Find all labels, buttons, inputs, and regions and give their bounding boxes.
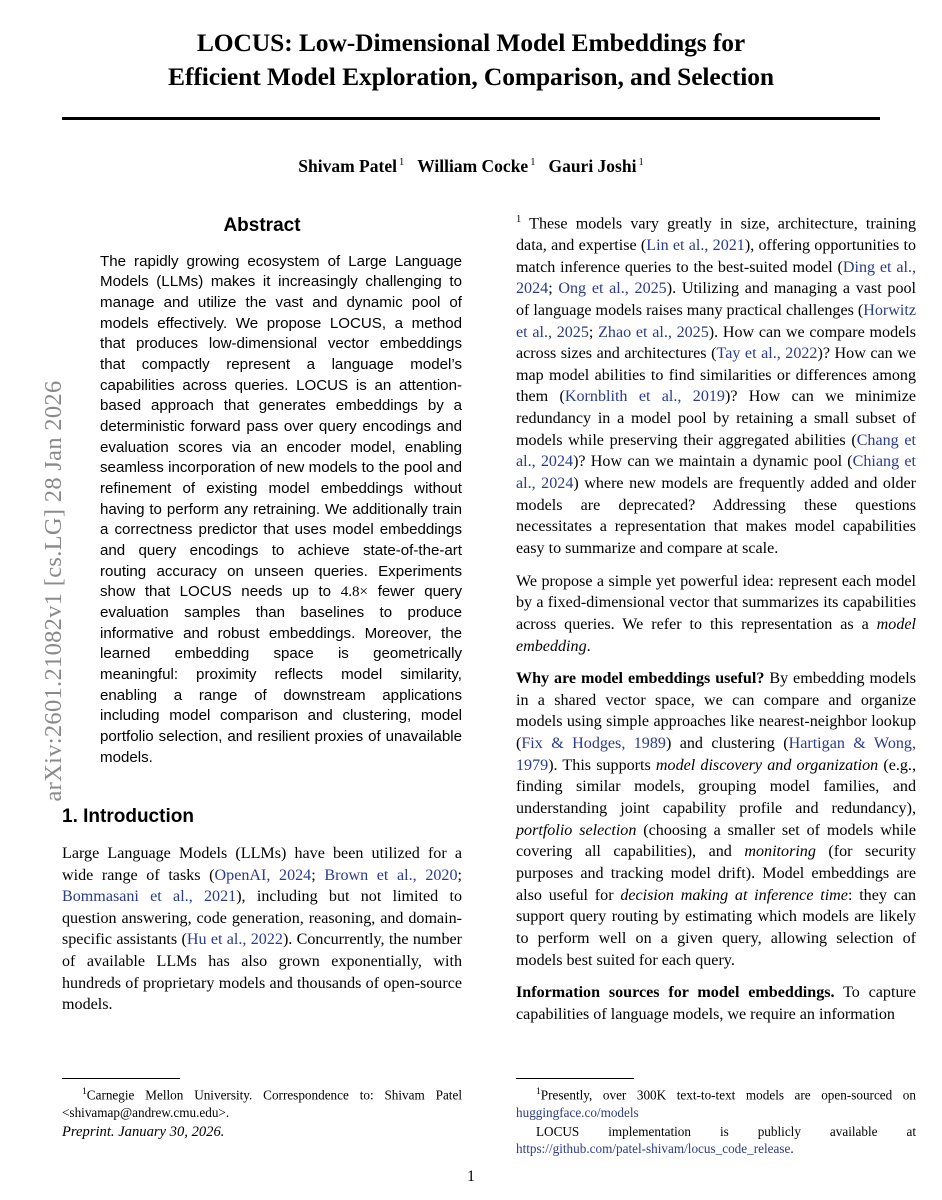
footnote-right-code-release xyxy=(516,1123,916,1158)
citation-ong-2025[interactable]: Ong et al., 2025 xyxy=(558,280,667,298)
author-1-name: Shivam Patel xyxy=(298,156,397,176)
abstract-text-part-2: fewer query evaluation samples than baselines to produce informative and robust embeddings. Moreover, the learned embedding space is geometrically meaningful: proximity reflects model similarity, enabling a range of downstream applications including model comparison and clustering, model portfolio selection, and resilient proxies of unavailable models. xyxy=(100,583,462,766)
link-huggingface-models[interactable]: huggingface.co/models xyxy=(516,1105,639,1121)
page-number: 1 xyxy=(467,1168,475,1185)
intro-text: ) and clustering ( xyxy=(665,735,789,753)
emphasis-model-embedding: model embedding xyxy=(516,615,916,655)
intro-text: ) where new models are frequently added and older models are deprecated? Addressing these questions necessitates a representation that makes model capabilities easy to summarize and compare at scale. xyxy=(516,475,916,557)
title-block xyxy=(62,26,880,93)
arxiv-stamp: arXiv:2601.21082v1 [cs.LG] 28 Jan 2026 xyxy=(40,380,67,802)
author-2-affiliation-mark: 1 xyxy=(530,157,536,169)
intro-text: ; xyxy=(588,323,599,341)
intro-paragraph-2 xyxy=(516,571,916,658)
footnote-right-sentence-3: . xyxy=(790,1141,794,1157)
intro-paragraph-1-left xyxy=(62,843,462,1016)
footnote-right-text xyxy=(516,1086,916,1121)
citation-chang-2024[interactable]: Chang et al., 2024 xyxy=(516,431,917,471)
runin-heading-why-useful: Why are model embeddings useful? xyxy=(516,670,765,688)
author-3 xyxy=(548,156,643,176)
intro-text: (choosing a smaller set of models while covering all capabilities), and xyxy=(516,821,916,861)
citation-hartigan-wong-1979[interactable]: Hartigan & Wong, 1979 xyxy=(516,735,916,774)
citation-tay-2022[interactable]: Tay et al., 2022 xyxy=(716,345,818,363)
abstract-text xyxy=(100,252,462,769)
title-line-2: Efficient Model Exploration, Comparison, and Selection xyxy=(168,61,774,91)
citation-openai-2024[interactable]: OpenAI, 2024 xyxy=(214,866,312,884)
abstract-heading: Abstract xyxy=(223,215,301,236)
emphasis-model-discovery: model discovery and organization xyxy=(655,756,879,774)
citation-hu-2022[interactable]: Hu et al., 2022 xyxy=(186,931,283,949)
intro-text: ; xyxy=(457,866,463,884)
citation-zhao-2025[interactable]: Zhao et al., 2025 xyxy=(598,323,709,341)
title-line-1: LOCUS: Low-Dimensional Model Embeddings for xyxy=(196,28,746,57)
citation-horwitz-2025[interactable]: Horwitz et al., 2025 xyxy=(516,301,916,341)
intro-text: ). Utilizing and managing a vast pool of language models raises many practical challenges ( xyxy=(516,280,917,319)
left-column xyxy=(62,213,462,1027)
footnote-right-sentence-1: Presently, over 300K text-to-text models are open-sourced on xyxy=(540,1087,916,1103)
intro-text: : they can support query routing by estimating which models are likely to perform well on a given query, allowing selection of models best suited for each query. xyxy=(516,886,917,969)
author-3-name: Gauri Joshi xyxy=(548,156,637,176)
intro-text: (e.g., finding similar models, grouping model families, and understanding joint capability profile and redundancy), xyxy=(516,756,916,818)
intro-text: (for security purposes and tracking model drift). Model embeddings are also useful for xyxy=(516,843,917,904)
author-1 xyxy=(298,156,404,176)
right-column xyxy=(516,213,916,1025)
footnote-marker-1[interactable]: 1 xyxy=(516,214,522,225)
author-2 xyxy=(417,156,535,176)
author-3-affiliation-mark: 1 xyxy=(638,157,644,169)
author-1-affiliation-mark: 1 xyxy=(398,157,405,169)
section-heading-introduction: 1. Introduction xyxy=(62,806,194,828)
footnote-rule-left xyxy=(62,1078,180,1079)
intro-paragraph-4 xyxy=(516,982,916,1025)
footnote-right-sentence-2: LOCUS implementation is publicly available at xyxy=(536,1123,916,1139)
link-github-locus-code-release[interactable]: https://github.com/patel-shivam/locus_code_release xyxy=(516,1141,791,1157)
citation-bommasani-2021[interactable]: Bommasani et al., 2021 xyxy=(62,888,237,906)
intro-text: )? How can we maintain a dynamic pool ( xyxy=(573,453,853,471)
intro-text: ). How can we compare models across sizes and architectures ( xyxy=(516,323,917,363)
intro-text: ; xyxy=(311,866,325,884)
page-title xyxy=(62,26,880,93)
intro-text: )? How can we minimize redundancy in a model pool by retaining a small subset of models while preserving their aggregated abilities ( xyxy=(516,388,917,449)
emphasis-decision-making: decision making at inference time xyxy=(620,886,848,904)
intro-text: . xyxy=(586,637,591,655)
intro-text: ). Concurrently, the number of available LLMs has also grown exponentially, with hundreds of proprietary models and thousands of open-source models. xyxy=(62,931,462,1014)
citation-chiang-2024[interactable]: Chiang et al., 2024 xyxy=(516,453,916,493)
citation-kornblith-2019[interactable]: Kornblith et al., 2019 xyxy=(564,388,725,406)
footnote-right xyxy=(516,1078,916,1158)
author-2-name: William Cocke xyxy=(417,156,529,176)
footnote-left-text: Carnegie Mellon University. Correspondence to: Shivam Patel <shivamap@andrew.cmu.edu>. xyxy=(62,1087,462,1121)
emphasis-portfolio-selection: portfolio selection xyxy=(516,821,637,839)
footnote-left-marker: 1 xyxy=(82,1086,87,1098)
preprint-note: Preprint. January 30, 2026. xyxy=(62,1123,225,1140)
title-rule xyxy=(62,117,880,120)
footnote-affiliation xyxy=(62,1086,462,1121)
emphasis-monitoring: monitoring xyxy=(744,843,816,861)
abstract-text-part-1: The rapidly growing ecosystem of Large Language Models (LLMs) makes it increasingly challenging to manage and utilize the vast and dynamic pool of models effectively. We propose LOCUS, a method that produces low-dimensional vector embeddings that compactly represent a language model’s capabilities across queries. LOCUS is an attention-based approach that generates embeddings by a deterministic forward pass over query encodings and evaluation scores via an encoder model, enabling seamless incorporation of new models to the pool and refinement of existing model embeddings without having to perform any retraining. We additionally train a correctness predictor that uses model embeddings and query encodings to achieve state-of-the-art routing accuracy on unseen queries. Experiments show that LOCUS needs up to xyxy=(100,252,462,601)
intro-text: ). This supports xyxy=(548,756,656,774)
citation-fix-hodges-1989[interactable]: Fix & Hodges, 1989 xyxy=(521,735,666,753)
citation-brown-2020[interactable]: Brown et al., 2020 xyxy=(324,866,458,884)
intro-text: We propose a simple yet powerful idea: represent each model by a fixed-dimensional vector that summarizes its capabilities across queries. We refer to this representation as a xyxy=(516,572,916,633)
intro-text: These models vary greatly in size, architecture, training data, and expertise ( xyxy=(516,215,916,254)
intro-text: To capture capabilities of language models, we require an information xyxy=(516,984,916,1023)
author-list xyxy=(62,156,880,177)
abstract-speedup-value: 4.8× xyxy=(340,584,369,601)
intro-text: ), offering opportunities to match inference queries to the best-suited model ( xyxy=(516,237,916,276)
intro-text: )? How can we map model abilities to find similarities or differences among them ( xyxy=(516,345,917,406)
footnote-rule-right xyxy=(516,1078,634,1079)
footnote-right-marker: 1 xyxy=(536,1086,541,1098)
intro-text: Large Language Models (LLMs) have been utilized for a wide range of tasks ( xyxy=(62,844,462,884)
intro-text: ; xyxy=(548,280,559,298)
citation-ding-2024[interactable]: Ding et al., 2024 xyxy=(516,258,916,298)
citation-lin-2021[interactable]: Lin et al., 2021 xyxy=(646,237,745,254)
footnote-left xyxy=(62,1078,462,1142)
intro-paragraph-1-right xyxy=(516,213,916,560)
intro-text: ), including but not limited to question answering, code generation, reasoning, and domain-specific assistants ( xyxy=(62,888,462,949)
intro-text: By embedding models in a shared vector space, we can compare and organize models using simple approaches like nearest-neighbor lookup ( xyxy=(516,670,916,753)
intro-paragraph-3 xyxy=(516,668,916,971)
runin-heading-information-sources: Information sources for model embeddings. xyxy=(516,984,835,1002)
